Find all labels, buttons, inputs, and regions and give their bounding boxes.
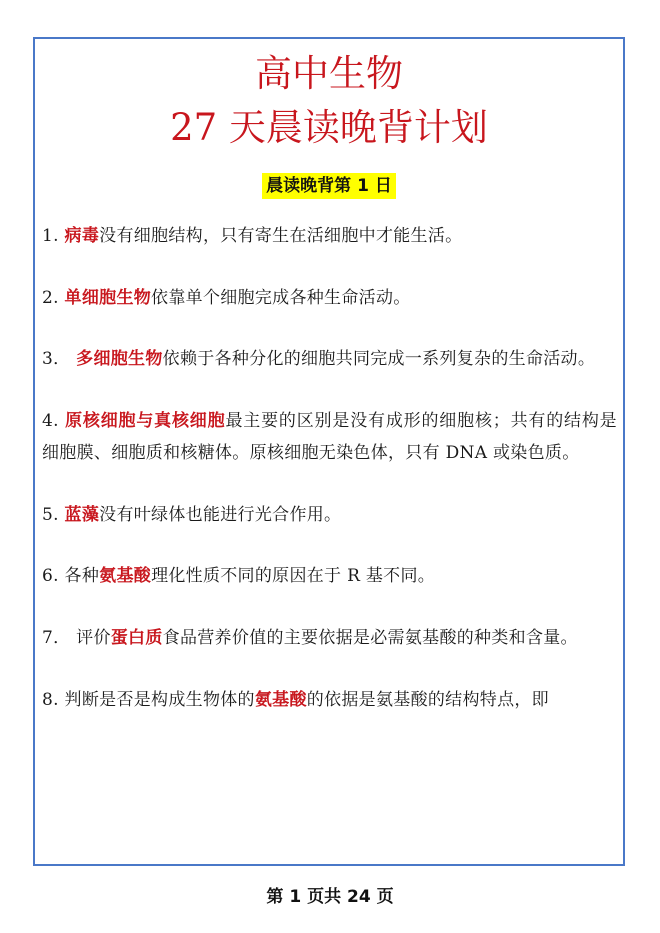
item-list (42, 220, 617, 716)
page-footer: 第 1 页共 24 页 (266, 887, 394, 907)
item-text: 食品营养价值的主要依据是必需氨基酸的种类和含量。 (162, 628, 578, 648)
title-line-2: 27 天晨读晚背计划 (170, 106, 488, 149)
item-number: 4. (42, 411, 59, 431)
item-text: 依靠单个细胞完成各种生命活动。 (151, 288, 411, 308)
page-frame (33, 37, 625, 866)
item-number: 8. (42, 690, 59, 710)
item-prefix: 判断是否是构成生物体的 (64, 690, 255, 710)
item-prefix: 评价 (76, 628, 111, 648)
item-keyword: 多细胞生物 (76, 349, 163, 369)
item-number: 1. (42, 226, 59, 246)
section-heading-row (35, 173, 623, 207)
title-line-1: 高中生物 (255, 52, 403, 95)
section-heading: 晨读晚背第 1 日 (262, 173, 396, 199)
list-item (42, 622, 617, 654)
list-item (42, 282, 617, 314)
item-text: 的依据是氨基酸的结构特点，即 (306, 690, 549, 710)
item-keyword: 原核细胞与真核细胞 (65, 411, 226, 431)
list-item (42, 343, 617, 375)
item-number: 3． (42, 349, 71, 369)
item-text: 最主要的区别是没有成形的细胞核；共有的结构是细胞膜、细胞质和核糖体。原核细胞无染色体，只有 DNA 或染色质。 (42, 411, 617, 463)
document-title (35, 47, 623, 155)
item-text: 理化性质不同的原因在于 R 基不同。 (151, 566, 436, 586)
list-item (42, 405, 617, 469)
item-text: 依赖于各种分化的细胞共同完成一系列复杂的生命活动。 (162, 349, 596, 369)
item-number: 2. (42, 288, 59, 308)
list-item (42, 220, 617, 252)
list-item (42, 560, 617, 592)
item-keyword: 单细胞生物 (64, 288, 152, 308)
list-item (42, 684, 617, 716)
item-number: 7． (42, 628, 71, 648)
item-keyword: 病毒 (64, 226, 100, 246)
item-text: 没有叶绿体也能进行光合作用。 (99, 505, 342, 525)
item-keyword: 蓝藻 (64, 505, 100, 525)
item-number: 6. (42, 566, 59, 586)
item-keyword: 氨基酸 (254, 690, 307, 710)
item-number: 5. (42, 505, 59, 525)
item-keyword: 氨基酸 (99, 566, 152, 586)
item-text: 没有细胞结构，只有寄生在活细胞中才能生活。 (99, 226, 463, 246)
item-keyword: 蛋白质 (110, 628, 163, 648)
list-item (42, 499, 617, 531)
item-prefix: 各种 (64, 566, 100, 586)
